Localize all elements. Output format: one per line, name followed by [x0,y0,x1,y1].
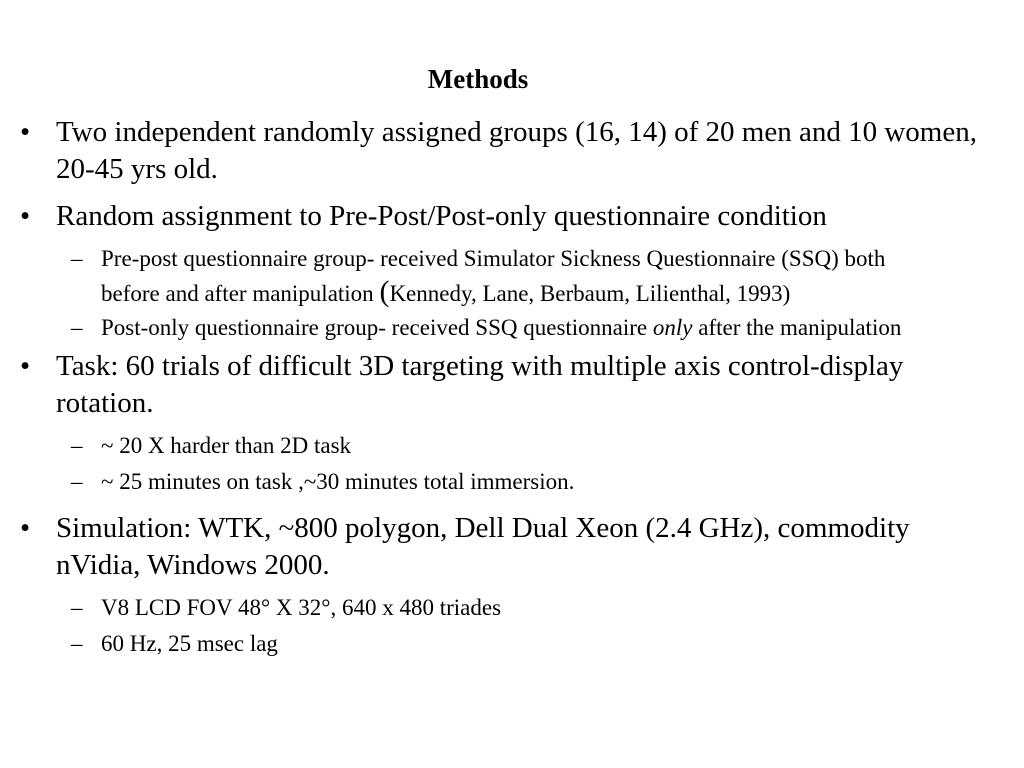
sub-bullet-text: ~ 20 X harder than 2D task [101,433,352,458]
sub-bullet-item [0,242,1000,310]
bullet-text: Simulation: WTK, ~800 polygon, Dell Dual Xeon (2.4 GHz), commodity nVidia, Windows 2000. [56,512,910,581]
sub-bullet-item [0,591,1000,624]
bullet-item [0,348,1000,422]
sub-bullet-paren: ( [379,275,390,308]
bullet-item [0,114,1000,188]
sub-bullet-item [0,313,1000,342]
bullet-text: Random assignment to Pre-Post/Post-only questionnaire condition [56,200,827,232]
sub-bullet-citation: Kennedy, Lane, Berbaum, Lilienthal, 1993) [389,281,791,306]
sub-bullet-text: 60 Hz, 25 msec lag [101,631,278,656]
sub-bullet-item [0,627,1000,660]
dash-icon: – [71,433,83,458]
sub-bullet-text: Pre-post questionnaire group- received Simulator Sickness Questionnaire (SSQ) both before and after manipulation [101,246,886,306]
sub-bullet-item [0,465,1000,498]
sub-bullet-item [0,429,1000,462]
bullet-text: Task: 60 trials of difficult 3D targeting with multiple axis control-display rotation. [56,350,904,419]
bullet-icon: • [20,200,31,232]
bullet-icon: • [20,116,31,148]
slide-title: Methods [427,64,529,94]
dash-icon: – [71,631,83,656]
dash-icon: – [71,246,83,271]
bullet-icon: • [20,512,31,544]
sub-bullet-text: V8 LCD FOV 48° X 32°, 640 x 480 triades [101,595,502,620]
dash-icon: – [71,595,83,620]
bullet-item [0,198,1000,235]
bullet-icon: • [20,350,31,382]
bullet-text: Two independent randomly assigned groups (16, 14) of 20 men and 10 women, 20-45 yrs old. [56,116,977,185]
dash-icon: – [71,315,83,340]
sub-bullet-text: ~ 25 minutes on task ,~30 minutes total immersion. [101,469,575,494]
dash-icon: – [71,469,83,494]
sub-bullet-text: Post-only questionnaire group- received SSQ questionnaire [101,315,653,340]
slide-content [0,114,1000,666]
sub-bullet-text-end: after the manipulation [692,315,902,340]
bullet-item [0,510,1000,584]
sub-bullet-emphasis: only [652,315,693,340]
